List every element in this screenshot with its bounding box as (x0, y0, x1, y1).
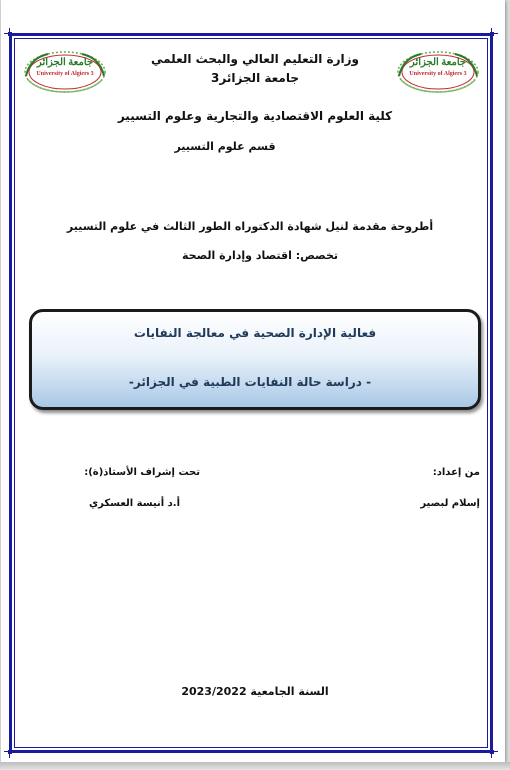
corner-mark-icon (4, 28, 16, 40)
author-name: إسلام لبصير (420, 498, 480, 509)
corner-mark-icon (4, 746, 16, 758)
page-shadow (0, 762, 510, 770)
ministry-heading: وزارة التعليم العالي والبحث العلمي (150, 52, 360, 66)
logo-arabic-text: جامعة الجزائر (36, 57, 94, 68)
faculty-heading: كلية العلوم الاقتصادية والتجارية وعلوم التسيير (117, 109, 393, 123)
supervision-label: تحت إشراف الأستاذ(ة): (84, 467, 200, 478)
corner-mark-icon (486, 28, 498, 40)
logo-english-text: University of Algiers 3 (409, 71, 467, 77)
university-logo-right (393, 46, 483, 96)
thesis-subtitle: - دراسة حالة النفايات الطبية في الجزائر- (128, 375, 372, 389)
prepared-by-label: من إعداد: (432, 467, 480, 478)
thesis-title-box (29, 309, 481, 410)
department-heading: قسم علوم التسيير (174, 140, 276, 153)
university-logo-left (20, 46, 110, 96)
thesis-description: أطروحة مقدمة لنيل شهادة الدكتوراه الطور الثالث في علوم التسيير (66, 220, 434, 233)
thesis-specialty: تخصص: اقتصاد وإدارة الصحة (181, 249, 339, 262)
logo-english-text: University of Algiers 3 (36, 71, 94, 77)
corner-mark-icon (486, 746, 498, 758)
logo-arabic-text: جامعة الجزائر (409, 57, 467, 68)
thesis-title: فعالية الإدارة الصحية في معالجة النفايات (133, 326, 377, 340)
university-heading: جامعة الجزائر3 (211, 71, 299, 85)
supervisor-name: أ.د أنيسة العسكري (88, 498, 180, 509)
academic-year: السنة الجامعية 2023/2022 (181, 685, 329, 698)
